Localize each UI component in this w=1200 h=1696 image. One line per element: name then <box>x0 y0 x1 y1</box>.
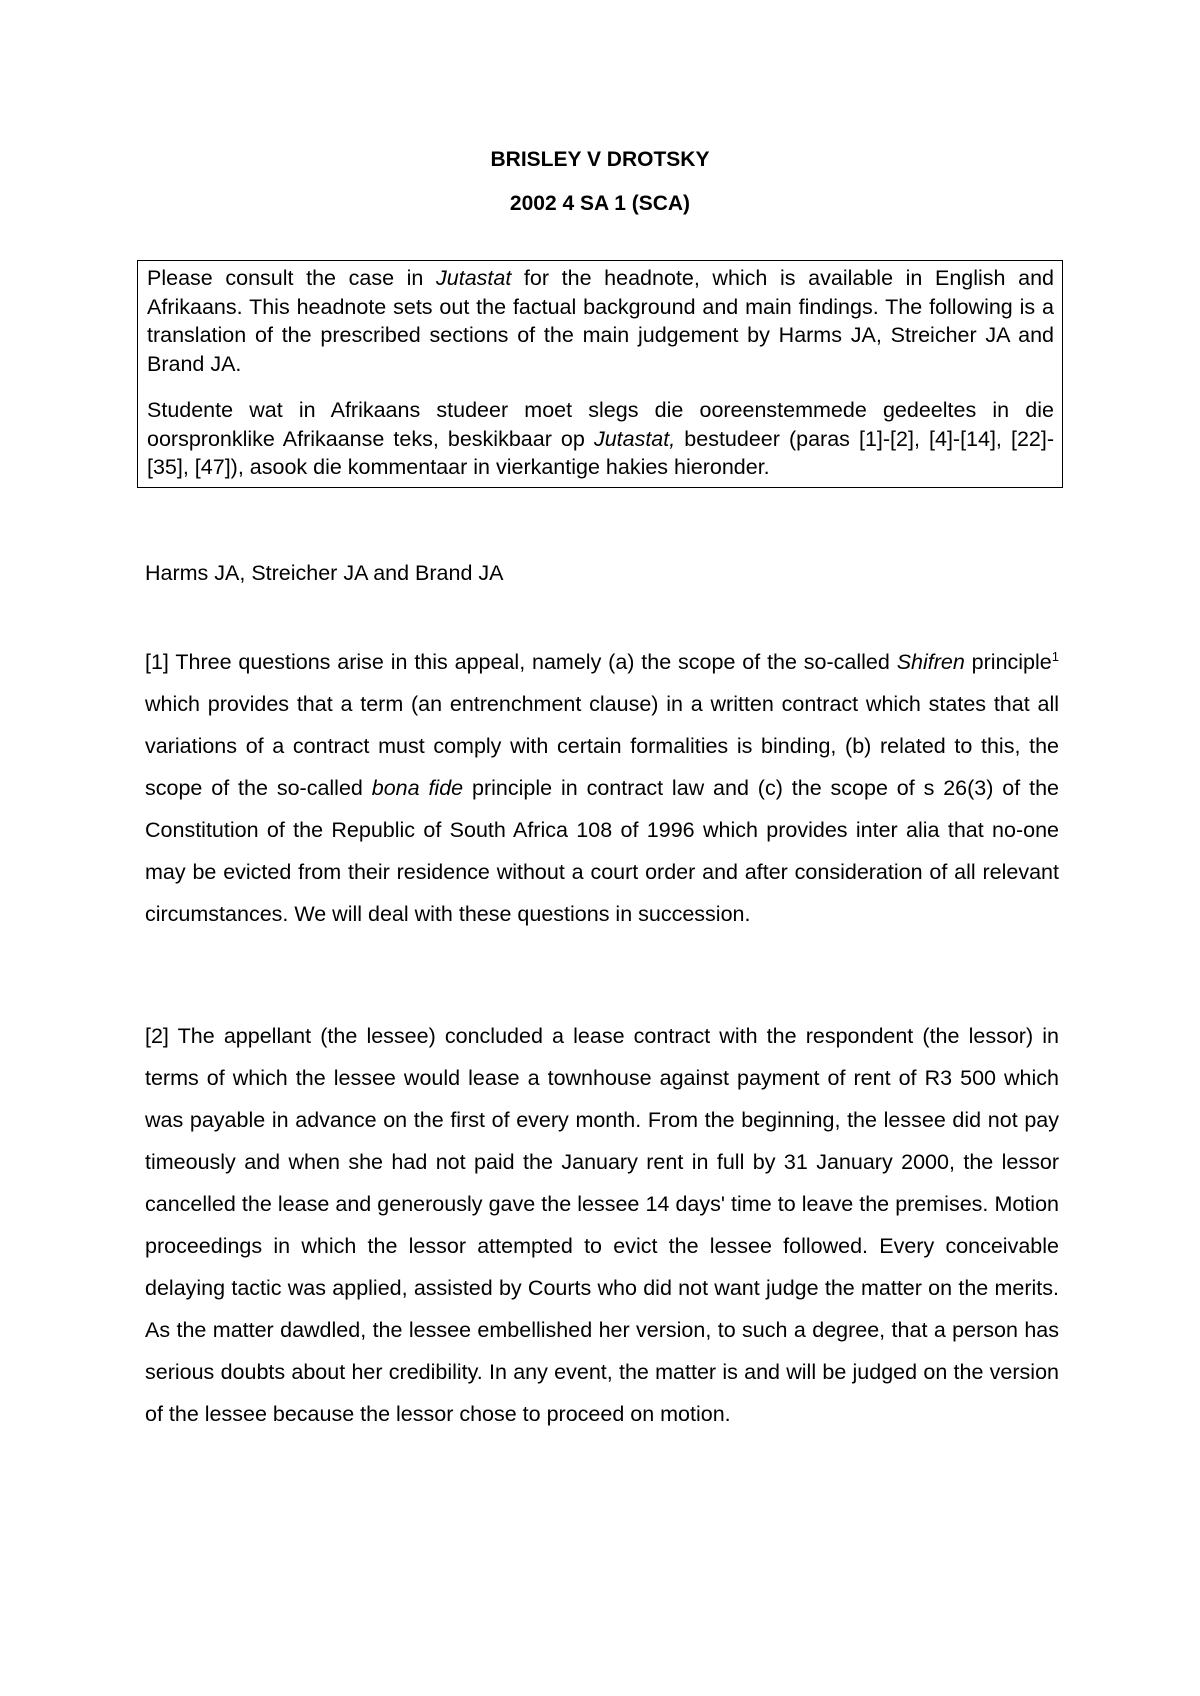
paragraph-text: [2] The appellant (the lessee) concluded a lease contract with the respondent (the lessor) in terms of which the lessee would lease a townhouse against payment of rent of R3 500 which was payable in advance on the first of every month. From the beginning, the lessee did not pay timeously and when she had not paid the January rent in full by 31 January 2000, the lessor cancelled the lease and generously gave the lessee 14 days' time to leave the premises. Motion proceedings in which the lessor attempted to evict the lessee followed. Every conceivable delaying tactic was applied, assisted by Courts who did not want judge the matter on the merits. As the matter dawdled, the lessee embellished her version, to such a degree, that a person has serious doubts about her credibility. In any event, the matter is and will be judged on the version of the lessee because the lessor chose to proceed on motion. <box>145 1024 1059 1426</box>
paragraph-2 <box>145 1015 1059 1435</box>
case-name-italic: Shifren <box>896 650 965 674</box>
case-citation: 2002 4 SA 1 (SCA) <box>509 192 691 215</box>
latin-term-italic: bona fide <box>371 776 464 800</box>
notice-box <box>137 260 1063 488</box>
case-title: BRISLEY V DROTSKY <box>490 148 710 171</box>
paragraph-text: principle in contract law and (c) the scope of s 26(3) of the Constitution of the Republic of South Africa 108 of 1996 which provides inter alia that no-one may be evicted from their residence without a court order and after consideration of all relevant circumstances. We will deal with these questions in succession. <box>145 776 1059 926</box>
judges-line: Harms JA, Streicher JA and Brand JA <box>145 561 504 585</box>
footnote-marker: 1 <box>1051 648 1059 664</box>
paragraph-text: principle <box>964 650 1052 674</box>
paragraph-text: which provides that a term (an entrenchment clause) in a written contract which states that all variations of a contract must comply with certain formalities is binding, (b) related to this, the scope of the so-called <box>145 692 1059 800</box>
notice-paragraph-english <box>147 264 1054 378</box>
notice-text: bestudeer (paras [1]-[2], [4]-[14], [22]-[35], [47]), asook die kommentaar in vierkantige hakies hieronder. <box>147 426 1055 479</box>
notice-text: for the headnote, which is available in English and Afrikaans. This headnote sets out the factual background and main findings. The following is a translation of the prescribed sections of the main judgement by Harms JA, Streicher JA and Brand JA. <box>147 266 1055 376</box>
notice-text: Studente wat in Afrikaans studeer moet slegs die ooreenstemmede gedeeltes in die oorspronklike Afrikaanse teks, beskikbaar op <box>147 398 1054 451</box>
paragraph-1 <box>145 641 1059 935</box>
notice-paragraph-afrikaans <box>147 396 1054 482</box>
paragraph-text: [1] Three questions arise in this appeal, namely (a) the scope of the so-called <box>145 650 897 674</box>
notice-text: Please consult the case in <box>147 266 437 290</box>
jutastat-reference: Jutastat, <box>593 426 676 451</box>
jutastat-reference: Jutastat <box>436 266 512 290</box>
